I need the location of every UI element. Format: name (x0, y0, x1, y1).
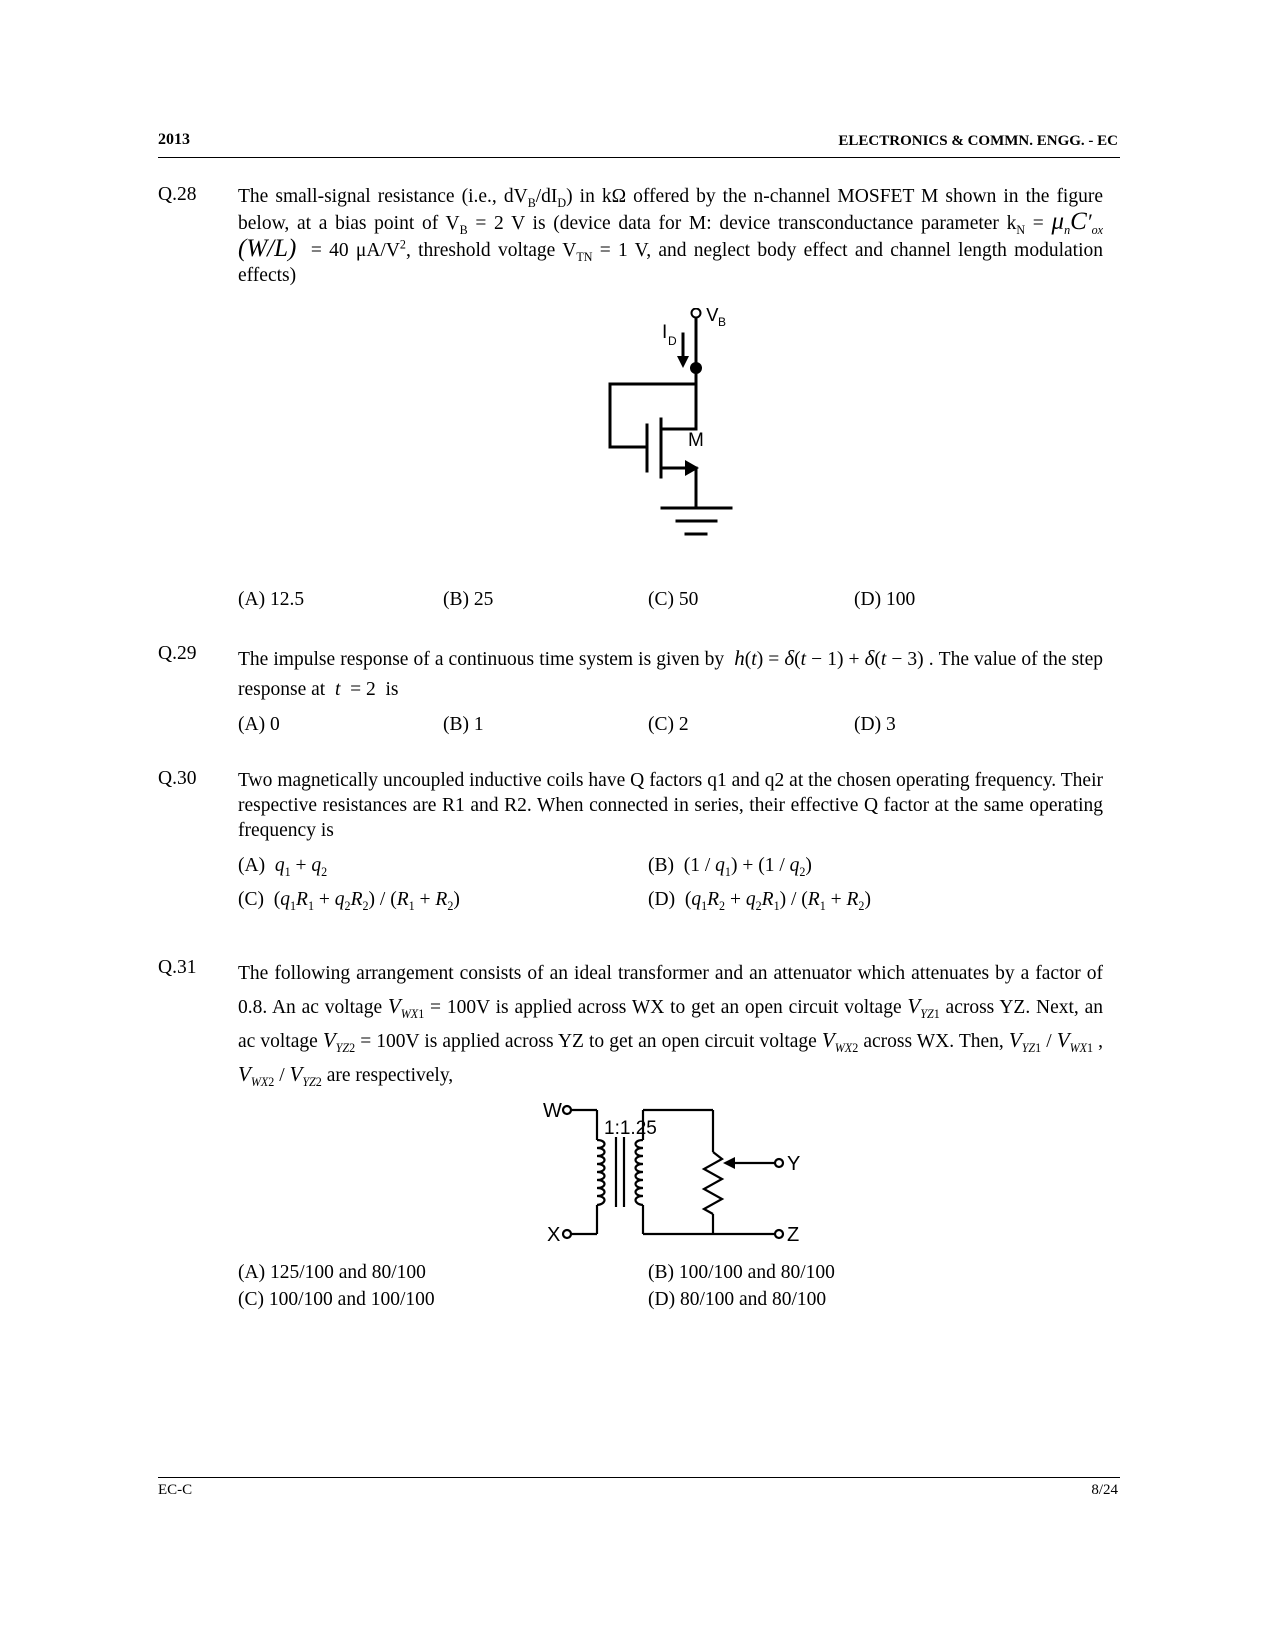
question-number: Q.28 (158, 184, 197, 205)
option-c: (C) $(q_1R_1 + q_2R_2) / (R_1 + R_2)$ (238, 889, 460, 913)
paper-code: EC-C (158, 1482, 193, 1498)
option-a: (A) 0 (238, 714, 280, 735)
mosfet-circuit-diagram (590, 308, 740, 558)
terminal-x: X (547, 1224, 561, 1246)
option-a: (A) $q_1 + q_2$ (238, 855, 328, 879)
terminal-y: Y (787, 1153, 801, 1175)
option-b: (B) $(1 / q_1) + (1 / q_2)$ (648, 855, 812, 879)
question-text: The following arrangement consists of an ideal transformer and an attenuator which attenuates by a factor of 0.8. An ac voltage $V_{WX1} = 100V$ is applied across WX to get an open circuit voltage $V_{YZ1}$ across YZ. Next, an ac voltage $V_{YZ2} = 100V$ is applied across YZ to get an open circuit voltage $V_{WX2}$ across WX. Then, $V_{YZ1} / V_{WX1}$ , $V_{WX2} / V_{YZ2}$ are respectively, (238, 963, 1104, 1089)
option-b: (B) 1 (443, 714, 484, 735)
option-c: (C) 50 (648, 589, 699, 610)
option-c: (C) 2 (648, 714, 689, 735)
subject-title: ELECTRONICS & COMMN. ENGG. - EC (838, 133, 1118, 149)
option-a: (A) 125/100 and 80/100 (238, 1262, 426, 1283)
option-d: (D) $(q_1R_2 + q_2R_1) / (R_1 + R_2)$ (648, 889, 871, 913)
question-number: Q.30 (158, 768, 197, 789)
id-label: I (662, 322, 668, 343)
page-number: 8/24 (1091, 1482, 1118, 1498)
option-d: (D) 100 (854, 589, 916, 610)
question-text: The small-signal resistance (i.e., $dV_B/dI_D$) in kΩ offered by the n-channel MOSFET M shown in the figure below, at a bias point of $V_B = 2$ V is (device data for M: device transconductance parameter $k_N = \mu_nC'_{ox}$ (W/L) = 40 $\mu A/V^2$, threshold voltage $V_{TN} = 1$ V, and neglect body effect and channel length modulation effects) (238, 186, 1104, 286)
option-d: (D) 80/100 and 80/100 (648, 1289, 827, 1310)
question-text: Two magnetically uncoupled inductive coils have Q factors q1 and q2 at the chosen operating frequency. Their respective resistances are R1 and R2. When connected in series, their effective Q factor at the same operating frequency is (238, 770, 1103, 841)
header-rule (158, 157, 1120, 158)
id-subscript: D (668, 334, 677, 348)
option-b: (B) 25 (443, 589, 494, 610)
option-b: (B) 100/100 and 80/100 (648, 1262, 835, 1283)
turns-ratio-label: 1:1.25 (604, 1118, 657, 1139)
option-a: (A) 12.5 (238, 589, 305, 610)
transformer-attenuator-diagram (540, 1092, 810, 1252)
vb-label: V (706, 308, 719, 326)
question-number: Q.29 (158, 643, 197, 664)
question-text: The impulse response of a continuous time system is given by h(t) = δ(t − 1) + δ(t − 3) . The value of the step response at t = 2 is (238, 646, 1103, 700)
option-d: (D) 3 (854, 714, 896, 735)
question-number: Q.31 (158, 957, 197, 978)
exam-year: 2013 (158, 131, 190, 148)
terminal-z: Z (787, 1224, 800, 1246)
footer-rule (158, 1477, 1120, 1478)
mosfet-label: M (688, 430, 704, 451)
terminal-w: W (543, 1100, 562, 1122)
vb-subscript: B (718, 315, 727, 329)
option-c: (C) 100/100 and 100/100 (238, 1289, 435, 1310)
